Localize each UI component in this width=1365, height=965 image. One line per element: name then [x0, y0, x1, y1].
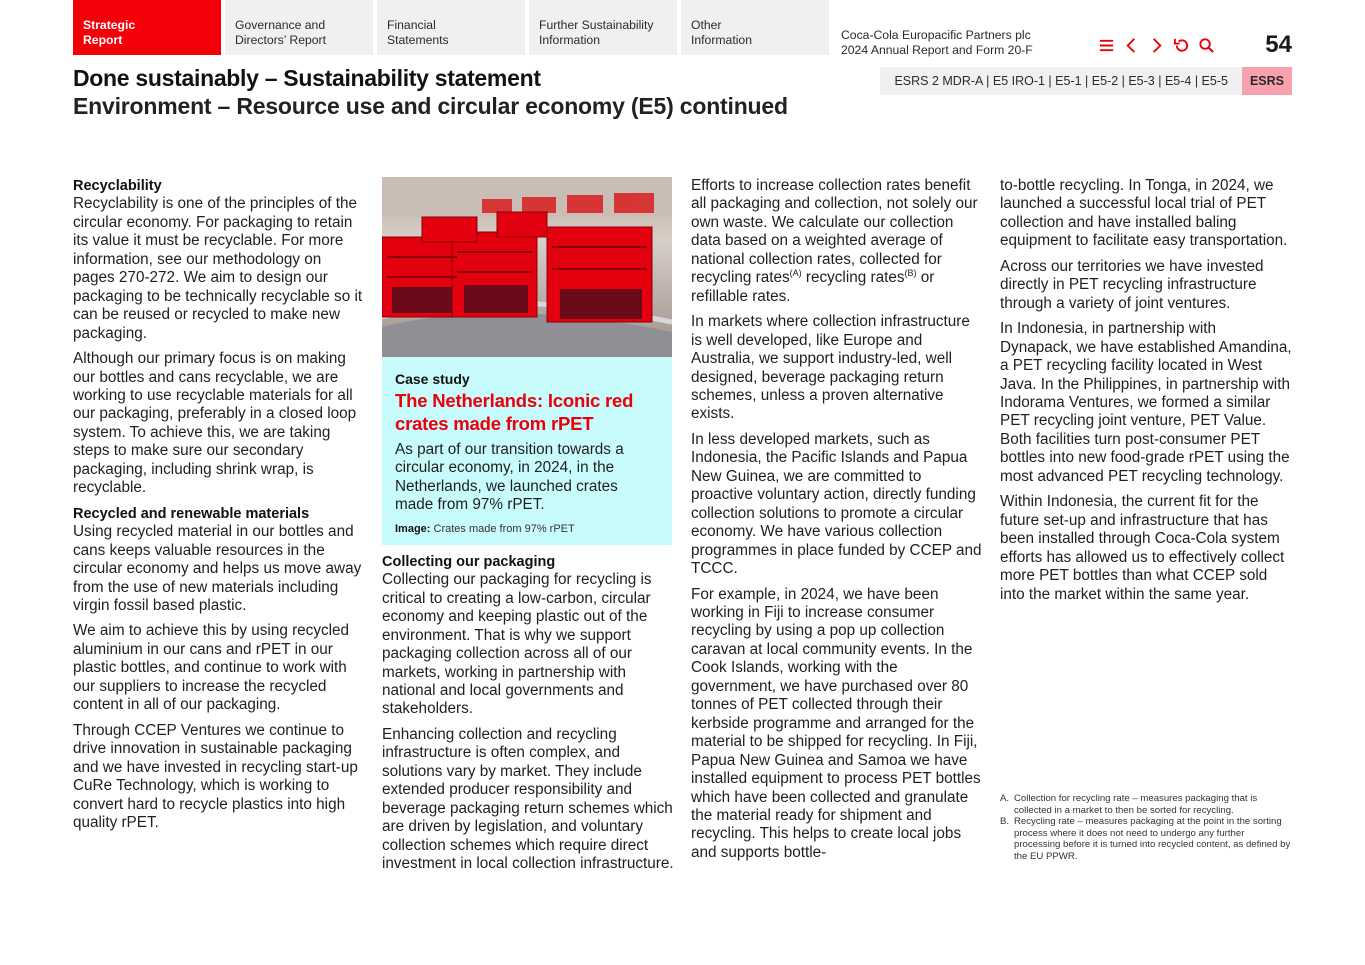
paragraph: Across our territories we have invested directly in PET recycling infrastructure through a variety of joint ventures. [1000, 257, 1264, 312]
paragraph: We aim to achieve this by using recycled aluminium in our cans and rPET in our plastic bottles, and continue to work with our suppliers to increase the recycled content in all of our packaging. [73, 622, 350, 714]
footnote-ref-b[interactable]: (B) [904, 268, 917, 279]
undo-icon[interactable] [1172, 36, 1190, 54]
tab-governance[interactable]: Governance and Directors’ Report [225, 0, 373, 55]
paragraph: Through CCEP Ventures we continue to drive innovation in sustainable packaging and we have invested in recycling start-up CuRe Technology, which is working to convert hard to recycle plastics into high quality rPET. [73, 721, 358, 831]
case-study-title: The Netherlands: Iconic red crates made from rPET [395, 390, 634, 434]
footnote-b: B. Recycling rate – measures packaging at the point in the sorting process where it does not need to undergo any further processing before it is turned into recycled content, as defined by the EU PPWR. [1000, 816, 1291, 862]
case-study-box [382, 357, 672, 545]
paragraph: Recyclability is one of the principles of the circular economy. For packaging to retain its value it must be recyclable. For more information, see our methodology on pages 270-272. We aim to design our packaging to be technically recyclable so it can be reused or recycled to make new packaging. [73, 195, 363, 342]
paragraph: Collecting our packaging for recycling is critical to creating a low-carbon, circular economy and keeping plastic out of the environment. That is why we support packaging collection across all of our markets, working in partnership with national and local governments and stakeholders. [382, 571, 652, 718]
tab-strategic-report[interactable]: Strategic Report [73, 0, 221, 55]
esrs-references: ESRS 2 MDR-A | E5 IRO-1 | E5-1 | E5-2 | E5-3 | E5-4 | E5-5 [880, 67, 1242, 95]
chevron-right-icon[interactable] [1147, 36, 1165, 54]
esrs-reference-strip [880, 67, 1292, 95]
column-1 [73, 177, 365, 839]
heading-recycled-materials: Recycled and renewable materials [73, 505, 310, 522]
top-navigation [73, 0, 833, 55]
image-caption: Image: Crates made from 97% rPET [395, 522, 575, 535]
paragraph: For example, in 2024, we have been working in Fiji to increase consumer recycling by using a pop up collection caravan at local community events. In the Cook Islands, working with the government, we have purchased over 80 tonnes of PET collected through their kerbside programme and arranged for the material to be shipped for recycling. In Fiji, Papua New Guinea and Samoa we have installed equipment to process PET bottles which have been collected and granulate the material ready for shipment and recycling. This helps to create local jobs and supports bottle- [691, 585, 981, 861]
column-3 [691, 177, 983, 869]
paragraph: Efforts to increase collection rates benefit all packaging and collection, not solely our own waste. We calculate our collection data based on a weighted average of national collection rates, collected for recycling rates$^{(A)}$ recycling rates$^{(B)}$ or refillable rates. [691, 177, 978, 305]
tab-other-information[interactable]: Other Information [681, 0, 829, 55]
footnote-a: A. Collection for recycling rate – measures packaging that is collected in a market to then be sorted for recycling. [1000, 793, 1258, 816]
paragraph: Within Indonesia, the current fit for the future set-up and infrastructure that has been installed through Coca-Cola system efforts has allowed us to effectively collect more PET bottles than what CCEP sold into the market within the same year. [1000, 493, 1285, 603]
page-number: 54 [1265, 31, 1292, 58]
crates-photo [382, 177, 672, 357]
toolbar [1097, 36, 1215, 54]
page-title: Done sustainably – Sustainability statement [73, 65, 541, 91]
column-2 [382, 177, 674, 881]
search-icon[interactable] [1197, 36, 1215, 54]
heading-collecting-packaging: Collecting our packaging [382, 553, 556, 570]
case-study-label: Case study [395, 371, 470, 387]
paragraph: In markets where collection infrastructure is well developed, like Europe and Australia, we support industry-led, well designed, beverage packaging return schemes, unless a proven alternative exists. [691, 313, 970, 423]
paragraph: to-bottle recycling. In Tonga, in 2024, we launched a successful local trial of PET collection and have installed baling equipment to facilitate easy transportation. [1000, 177, 1288, 250]
company-info: Coca-Cola Europacific Partners plc 2024 Annual Report and Form 20-F [841, 28, 1033, 57]
chevron-left-icon[interactable] [1122, 36, 1140, 54]
esrs-badge[interactable]: ESRS [1242, 67, 1292, 95]
paragraph: Although our primary focus is on making our bottles and cans recyclable, we are working to use recyclable materials for all our packaging, preferably in a closed loop system. To achieve this, we are taking steps to make sure our secondary packaging, including shrink wrap, is recyclable. [73, 350, 357, 497]
heading-recyclability: Recyclability [73, 178, 162, 194]
case-study-text: As part of our transition towards a circular economy, in 2024, in the Netherlands, we launched crates made from 97% rPET. [395, 441, 624, 514]
paragraph: In Indonesia, in partnership with Dynapack, we have established Amandina, a PET recycling facility located in West Java. In the Philippines, in partnership with Indorama Ventures, we formed a similar PET recycling joint venture, PET Value. Both facilities turn post-consumer PET bottles into new food-grade rPET using the most advanced PET recycling technology. [1000, 320, 1292, 485]
paragraph: Using recycled material in our bottles and cans keeps valuable resources in the circular economy and helps us move away from the use of new materials including virgin fossil based plastic. [73, 523, 362, 614]
paragraph: In less developed markets, such as Indonesia, the Pacific Islands and Papua New Guinea, we are committed to proactive voluntary action, directly funding collection solutions to promote a circular economy. We have various collection programmes in place funded by CCEP and TCCC. [691, 430, 982, 578]
footnote-ref-a[interactable]: (A) [789, 268, 802, 279]
paragraph: Enhancing collection and recycling infrastructure is often complex, and solutions vary by market. They include extended producer responsibility and beverage packaging return schemes which are driven by legislation, and voluntary collection schemes which require direct investment in local collection infrastructure. [382, 725, 674, 873]
footnotes [1000, 793, 1292, 863]
tab-financial-statements[interactable]: Financial Statements [377, 0, 525, 55]
column-4 [1000, 177, 1292, 611]
tab-further-sustainability[interactable]: Further Sustainability Information [529, 0, 677, 55]
page-subtitle: Environment – Resource use and circular economy (E5) continued [73, 93, 788, 119]
menu-icon[interactable] [1097, 36, 1115, 54]
